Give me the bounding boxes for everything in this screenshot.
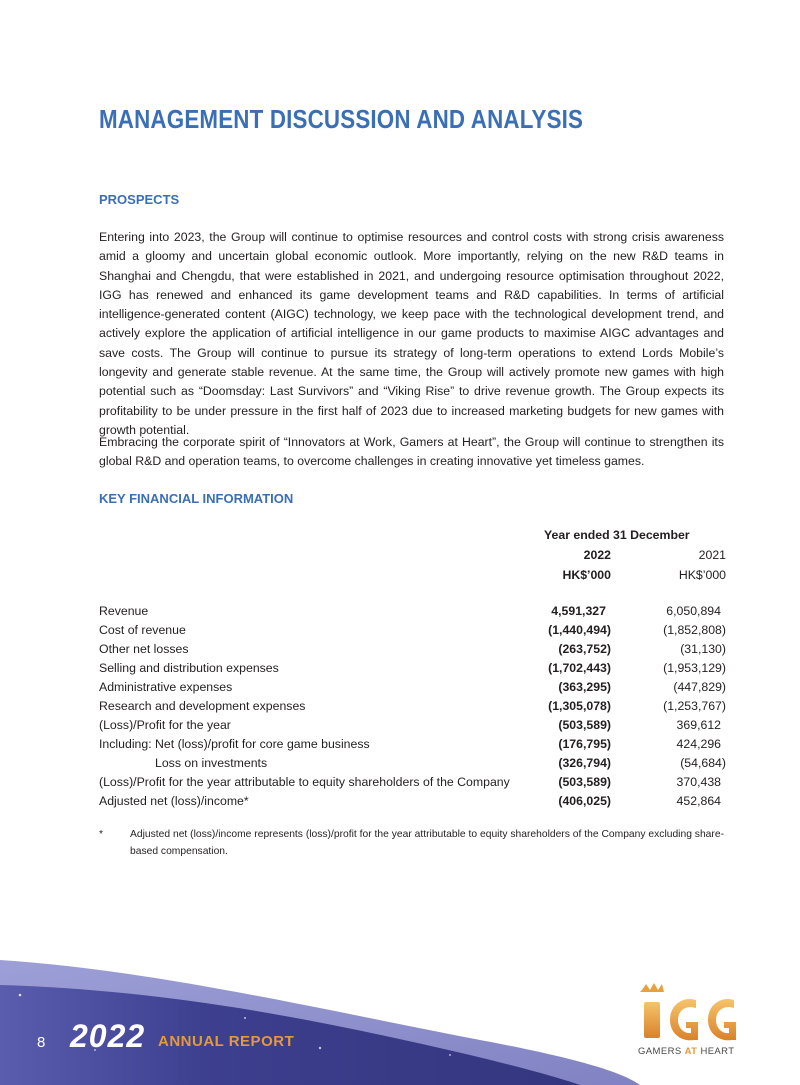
table-row <box>99 794 729 812</box>
table-row <box>99 642 729 660</box>
row-label: Research and development expenses <box>99 699 306 713</box>
value-2021: (54,684) <box>680 756 726 770</box>
value-2021: (1,953,129) <box>663 661 726 675</box>
value-2022: (1,702,443) <box>548 661 611 675</box>
prospects-paragraph-2: Embracing the corporate spirit of “Innovators at Work, Gamers at Heart”, the Group will continue to strengthen its global R&D and operation teams, to overcome challenges in creating innovative yet timeless games. <box>99 435 724 469</box>
value-2022: (1,305,078) <box>548 699 611 713</box>
value-2021: (1,253,767) <box>663 699 726 713</box>
row-label: Other net losses <box>99 642 189 656</box>
row-label: Adjusted net (loss)/income* <box>99 794 249 808</box>
footnote-mark: * <box>99 829 104 840</box>
value-2022: (263,752) <box>558 642 611 656</box>
row-label: Administrative expenses <box>99 680 233 694</box>
prospects-heading: PROSPECTS <box>99 192 180 207</box>
row-label: (Loss)/Profit for the year <box>99 718 231 732</box>
table-row <box>99 756 729 774</box>
value-2021: 369,612 <box>676 718 721 732</box>
page-number: 8 <box>37 1034 46 1051</box>
row-label: Revenue <box>99 604 149 618</box>
value-2022: 4,591,327 <box>551 604 606 618</box>
value-2021: 6,050,894 <box>666 604 721 618</box>
row-label: Loss on investments <box>155 756 268 770</box>
report-year: 2022 <box>70 1018 146 1054</box>
value-2021: 424,296 <box>676 737 721 751</box>
value-2021: 452,864 <box>676 794 721 808</box>
column-header-2022: 2022 <box>583 548 611 562</box>
value-2022: (406,025) <box>558 794 611 808</box>
value-2022: (326,794) <box>558 756 611 770</box>
footnote <box>99 826 724 860</box>
value-2022: (503,589) <box>558 718 611 732</box>
financial-heading: KEY FINANCIAL INFORMATION <box>99 491 294 506</box>
page-title: MANAGEMENT DISCUSSION AND ANALYSIS <box>99 104 584 134</box>
tagline <box>638 1046 734 1057</box>
value-2021: 370,438 <box>676 775 721 789</box>
column-header-2021: 2021 <box>698 548 726 562</box>
prospects-paragraph-1: Entering into 2023, the Group will continue to optimise resources and control costs with strong crisis awareness amid a gloomy and uncertain global economic outlook. More importantly, relying on the new R&D teams in Shanghai and Chengdu, that were established in 2021, and undergoing resource optimisation throughout 2022, IGG has renewed and enhanced its game development teams and R&D capabilities. In terms of artificial intelligence-generated content (AIGC) technology, we keep pace with the technological development trend, and actively explore the application of artificial intelligence in our game products to maximise AIGC advantages and save costs. The Group will continue to pursue its strategy of long-term operations to extend Lords Mobile’s longevity and generate stable revenue. At the same time, the Group will actively promote new games with high potential such as “Doomsday: Last Survivors” and “Viking Rise” to drive revenue growth. The Group expects its profitability to be under pressure in the first half of 2023 due to increased marketing budgets for new games with growth potential. <box>99 230 724 437</box>
value-2021: (447,829) <box>673 680 726 694</box>
row-label: (Loss)/Profit for the year attributable to equity shareholders of the Company <box>99 775 510 789</box>
value-2021: (1,852,808) <box>663 623 726 637</box>
row-label: Cost of revenue <box>99 623 186 637</box>
tagline-gamers: GAMERS <box>638 1046 682 1057</box>
tagline-heart: HEART <box>700 1046 735 1057</box>
table-row <box>99 623 729 641</box>
table-row <box>99 604 729 622</box>
table-row <box>99 680 729 698</box>
table-row <box>99 699 729 717</box>
row-label: Including: Net (loss)/profit for core game business <box>99 737 370 751</box>
period-header: Year ended 31 December <box>544 528 690 542</box>
table-row <box>99 661 729 679</box>
value-2021: (31,130) <box>680 642 726 656</box>
tagline-at: AT <box>684 1046 698 1057</box>
value-2022: (503,589) <box>558 775 611 789</box>
table-row <box>99 775 729 793</box>
table-row <box>99 718 729 736</box>
value-2022: (363,295) <box>558 680 611 694</box>
report-label: ANNUAL REPORT <box>158 1033 295 1050</box>
table-row <box>99 737 729 755</box>
unit-header-2022: HK$’000 <box>562 568 611 582</box>
value-2022: (176,795) <box>558 737 611 751</box>
value-2022: (1,440,494) <box>548 623 611 637</box>
footnote-text: Adjusted net (loss)/income represents (loss)/profit for the year attributable to equity shareholders of the Company excluding share-based compensation. <box>130 829 724 857</box>
row-label: Selling and distribution expenses <box>99 661 279 675</box>
unit-header-2021: HK$’000 <box>678 568 726 582</box>
